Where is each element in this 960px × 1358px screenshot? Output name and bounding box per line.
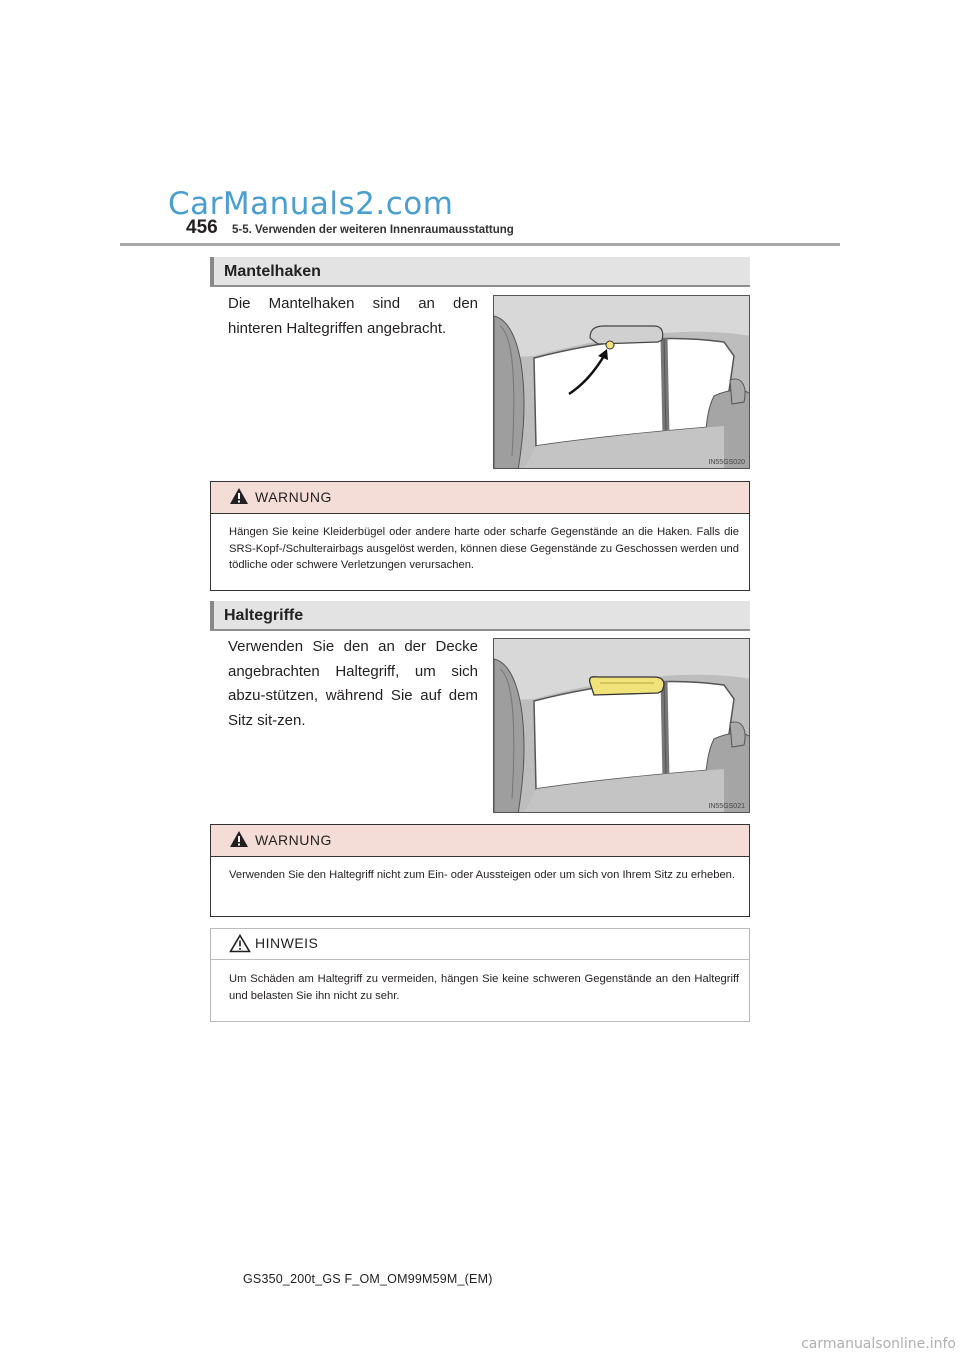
illustration-code: IN55GS020	[708, 459, 745, 466]
warning-text: Verwenden Sie den Haltegriff nicht zum Ein- oder Aussteigen oder um sich von Ihrem Sitz zu erheben.	[229, 869, 735, 881]
note-text: Um Schäden am Haltegriff zu vermeiden, hängen Sie keine schweren Gegenstände an den Haltegriff und belasten Sie ihn nicht zu sehr.	[229, 973, 739, 1002]
warning-text: Hängen Sie keine Kleiderbügel oder andere harte oder scharfe Gegenstände an die Haken. Falls die SRS-Kopf-/Schulterairbags ausgelöst werden, können diese Gegenstände zu Geschossen werden und tödliche oder schwere Verletzungen verursachen.	[229, 526, 739, 571]
coat-hook-illustration	[493, 295, 750, 469]
section-text-mantelhaken: Die Mantelhaken sind an den hinteren Haltegriffen angebracht.	[228, 295, 478, 337]
illustration-code: IN55GS021	[708, 803, 745, 810]
section-text-haltegriffe: Verwenden Sie den an der Decke angebrachten Haltegriff, um sich abzu-stützen, während Sie auf dem Sitz sit-zen.	[228, 638, 478, 729]
section-title-mantelhaken: Mantelhaken	[224, 263, 321, 280]
caution-triangle-icon	[229, 934, 251, 953]
warning-title: WARNUNG	[255, 489, 332, 505]
note-box	[210, 928, 750, 1022]
chapter-title: 5-5. Verwenden der weiteren Innenraumausstattung	[232, 224, 514, 236]
warning-title: WARNUNG	[255, 832, 332, 848]
footer-watermark: carmanualsonline.info	[801, 1336, 956, 1352]
model-code: GS350_200t_GS F_OM_OM99M59M_(EM)	[243, 1272, 493, 1286]
section-title-haltegriffe: Haltegriffe	[224, 607, 304, 624]
note-title: HINWEIS	[255, 935, 319, 951]
warning-header	[211, 482, 749, 514]
watermark-logo: CarManuals2.com	[168, 186, 454, 222]
warning-box-grab-handle	[210, 824, 750, 917]
warning-box-coat-hook	[210, 481, 750, 591]
warning-triangle-icon	[229, 487, 249, 505]
page-number: 456	[186, 217, 218, 238]
note-header	[211, 929, 749, 960]
grab-handle-illustration	[493, 638, 750, 813]
warning-header	[211, 825, 749, 857]
warning-triangle-icon	[229, 830, 249, 848]
header-divider	[120, 243, 840, 246]
